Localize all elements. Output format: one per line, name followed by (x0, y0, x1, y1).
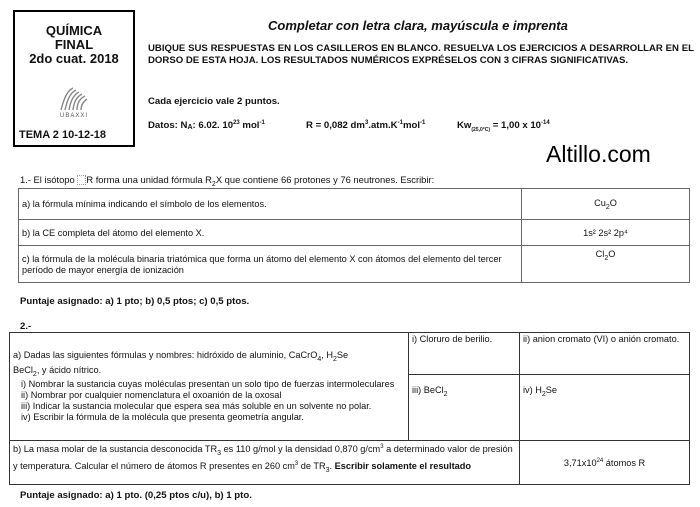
q2-part-b: b) La masa molar de la sustancia desconocida $TR_3$ es 110 g/mol y la densidad 0,870 $g/cm^3$ a determinado valor de presión y temperatura. Calcular el número de átomos R presentes en 260 $cm^3$ de $TR_3$. Escribir solamente el resultado (10, 441, 520, 485)
q2-part-a: a) Dadas las siguientes fórmulas y nombres: hidróxido de aluminio, CaCrO$_4$, $H_2Se$ BeCl$_2$, y ácido nítrico. i) Nombrar la sustancia cuyas moléculas presentan un solo tipo de fuerzas intermoleculares ii) Nombrar por cualquier nomenclatura el oxoanión de la oxosal iii) Indicar la sustancia molecular que espera sea más soluble en un solvente no polar. iv) Escribir la fórmula de la molécula que presenta geometría angular. (10, 333, 409, 441)
q1-question-b: b) la CE completa del átomo del elemento X. (19, 220, 522, 246)
instructions: UBIQUE SUS RESPUESTAS EN LOS CASILLEROS EN BLANCO. RESUELVA LOS EJERCICIOS A DESARROLLAR EN EL DORSO DE ESTA HOJA. LOS RESULTADOS NUMÉRICOS EXPRÉSELOS CON 3 CIFRAS SIGNIFICATIVAS. (148, 43, 694, 66)
exam-level: FINAL (54, 37, 94, 52)
q2-item-iv: iv) Escribir la fórmula de la molécula que presenta geometría angular. (21, 412, 304, 423)
q1-question-a: a) la fórmula mínima indicando el símbolo de los elementos. (19, 189, 522, 220)
exam-term: 2do cuat. 2018 (29, 51, 119, 66)
table-row (19, 220, 690, 246)
q2-item-ii: ii) Nombrar por cualquier nomenclatura el oxoanión de la oxosal (21, 390, 282, 401)
table-row (10, 441, 690, 485)
datos-line: Datos: NA: 6.02. $10^{23}$ mol$^{-1}$ (148, 120, 265, 132)
q1-question-c: c) la fórmula de la molécula binaria triatómica que forma un átomo del elemento X con átomos del elemento del tercer período de mayor energía de ionización (19, 246, 522, 283)
q2-item-iii: iii) Indicar la sustancia molecular que espera sea más soluble en un solvente no polar. (21, 401, 372, 412)
q2-answer-iv[interactable]: iv) $H_2Se$ (520, 375, 690, 441)
q1-table (18, 188, 690, 283)
q2-answer-ii[interactable]: ii) anion cromato (VI) o anión cromato. (520, 333, 690, 375)
watermark-altillo: Altillo.com (546, 141, 651, 167)
q2-score: Puntaje asignado: a) 1 pto. (0,25 ptos c/u), b) 1 pto. (20, 490, 252, 501)
exam-header-box (13, 10, 135, 147)
q1-stem: 1.- El isótopo R forma una unidad fórmula $R_2X$ que contiene 66 protones y 76 neutrones. Escribir: (20, 174, 435, 188)
q1-score: Puntaje asignado: a) 1 pto; b) 0,5 ptos; c) 0,5 ptos. (20, 296, 250, 307)
table-row (10, 333, 690, 375)
ubaxxi-logo-icon (59, 86, 89, 112)
datos-kw: $Kw_{(25,0^\circ C)} = 1,00$ x $10^{-14}$ (457, 120, 550, 134)
datos-r: R = 0,082 $dm^3.atm.K^{-1}mol^{-1}$ (306, 120, 426, 132)
q1-answer-b[interactable]: 1s² 2s² 2p⁴ (522, 220, 690, 246)
q1-answer-c[interactable]: $Cl_2O$ (522, 246, 690, 283)
q1-answer-a[interactable]: $Cu_2O$ (522, 189, 690, 220)
q2-table (9, 332, 690, 485)
q2-answer-iii[interactable]: iii) BeCl$_2$ (409, 375, 520, 441)
q2-number: 2.- (20, 321, 32, 332)
tema-date: TEMA 2 10-12-18 (19, 129, 107, 141)
q2-answer-b[interactable]: $3,71x10^{24}$ átomos R (520, 441, 690, 485)
q2-item-i: i) Nombrar la sustancia cuyas moléculas presentan un solo tipo de fuerzas intermoleculares (21, 379, 395, 390)
brand-text: UBAXXI (59, 113, 88, 119)
table-row (19, 189, 690, 220)
q2-answer-i[interactable]: i) Cloruro de berilio. (409, 333, 520, 375)
points-note: Cada ejercicio vale 2 puntos. (148, 96, 280, 107)
table-row (19, 246, 690, 283)
subject: QUÍMICA (45, 23, 103, 38)
page-title: Completar con letra clara, mayúscula e imprenta (268, 18, 568, 33)
